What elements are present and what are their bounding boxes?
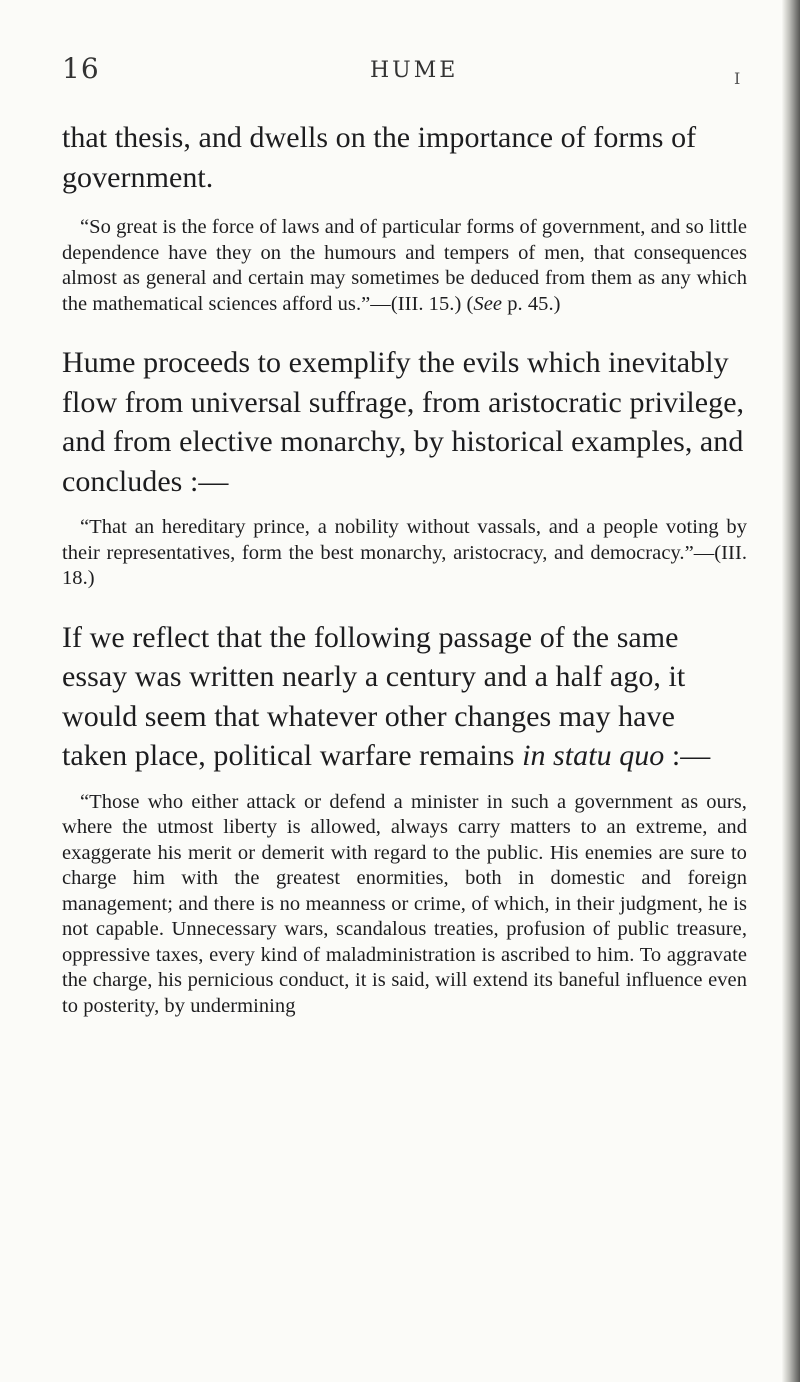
quotation-1-ref-open: (	[466, 292, 474, 315]
running-head: HUME	[370, 58, 459, 83]
paragraph-1: that thesis, and dwells on the importance of forms of government.	[62, 121, 697, 194]
page-header	[62, 52, 762, 92]
paragraph-2: Hume proceeds to exemplify the evils which inevitably flow from universal suffrage, from aristocratic privilege, and from elective monarchy, by historical examples, and concludes :—	[62, 346, 745, 498]
paragraph-3-tail: :—	[664, 739, 711, 772]
quotation-1-text: “So great is the force of laws and of particular forms of government, and so little dependence have they on the humours and tempers of men, that consequences almost as general and certain may sometimes be deduced from them as any which the mathematical sciences afford us.”—(III. 15.)	[62, 216, 747, 315]
quotation-2: “That an hereditary prince, a nobility without vassals, and a people voting by their representatives, form the best monarchy, aristocracy, and democracy.”—(III. 18.)	[62, 516, 747, 589]
paragraph-3	[62, 618, 747, 776]
page-edge-shadow	[782, 0, 800, 1382]
page-body	[62, 118, 747, 1019]
latin-phrase: in statu quo	[522, 739, 665, 772]
section-mark: I	[734, 69, 741, 88]
quotation-1-ref-italic: See	[473, 292, 503, 315]
quotation-1-ref-rest: p. 45.)	[502, 292, 561, 315]
paragraph-3-text: If we reflect that the following passage of the same essay was written nearly a century and a half ago, it would seem that whatever other changes may have taken place, political warfare remains	[62, 620, 686, 772]
quotation-1	[62, 215, 747, 317]
page-number: 16	[62, 52, 100, 85]
quotation-3: “Those who either attack or defend a minister in such a government as ours, where the utmost liberty is allowed, always carry matters to an extreme, and exaggerate his merit or demerit with regard to the public. His enemies are sure to charge him with the greatest enormities, both in domestic and foreign management; and there is no meanness or crime, of which, in their judgment, he is not capable. Unnecessary wars, scandalous treaties, profusion of public treasure, oppressive taxes, every kind of maladministration is ascribed to him. To aggravate the charge, his pernicious conduct, it is said, will extend its baneful influence even to posterity, by undermining	[62, 790, 747, 1017]
